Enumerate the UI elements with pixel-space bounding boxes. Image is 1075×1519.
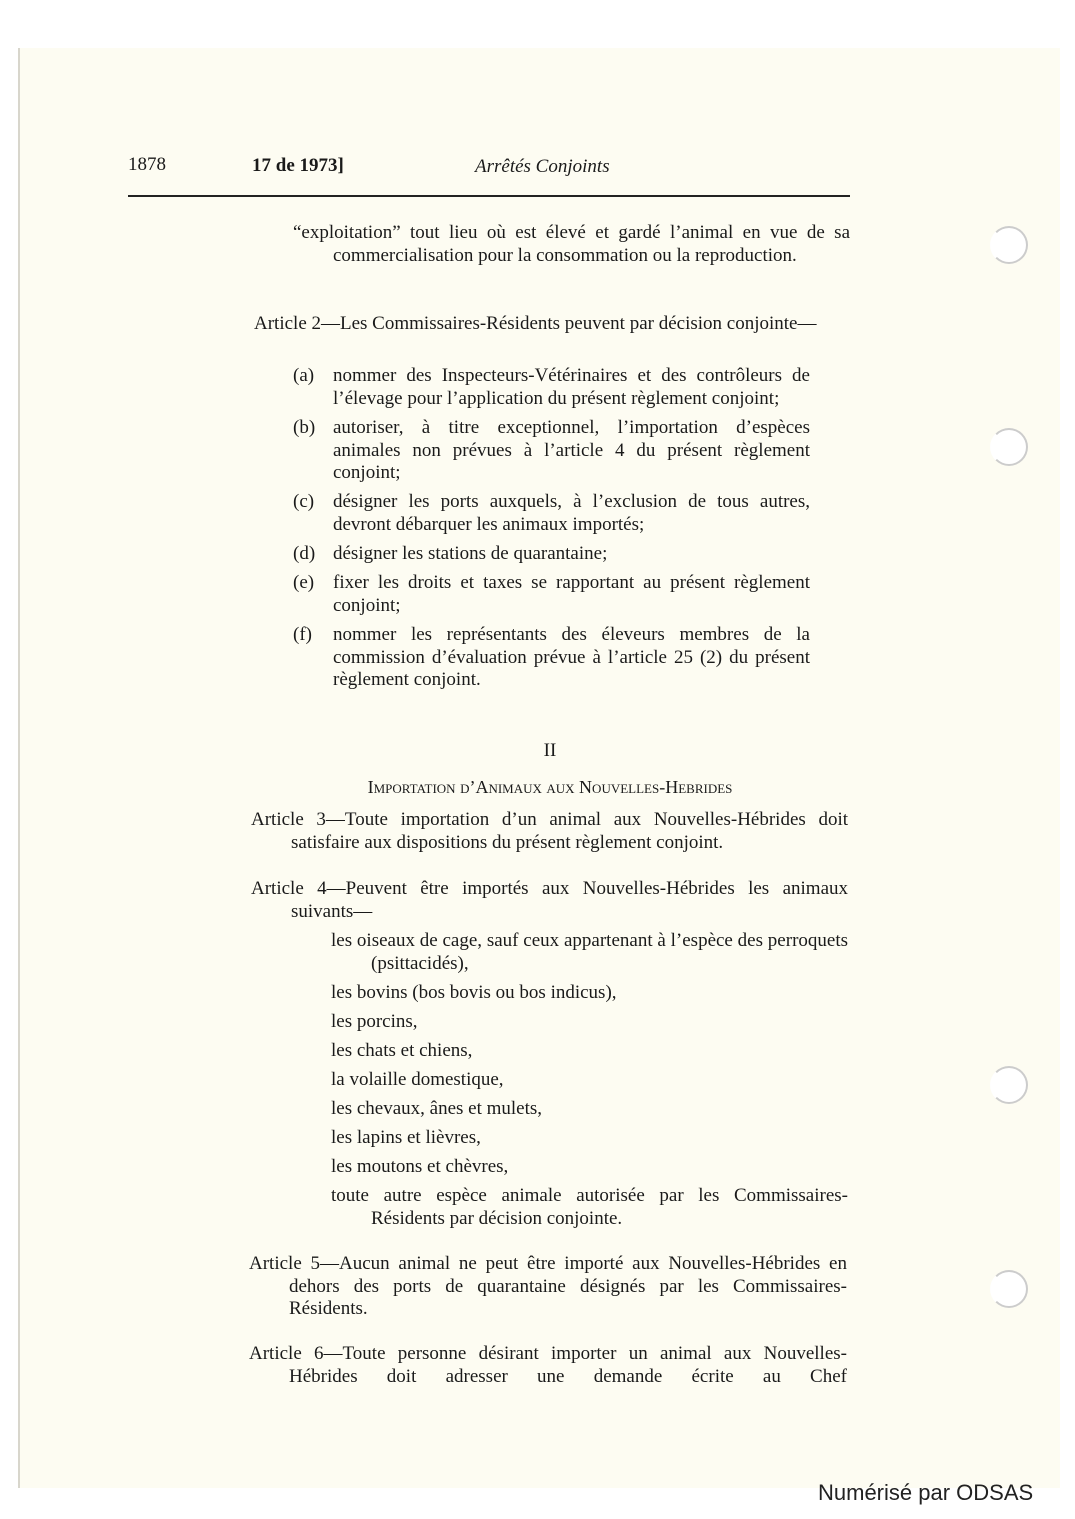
item-label: (a) bbox=[293, 365, 315, 386]
list-item: les chevaux, ânes et mulets, bbox=[331, 1098, 543, 1119]
page-number: 1878 bbox=[128, 154, 166, 175]
list-item: toute autre espèce animale autorisée par les Commissaires-Résidents par décision conjointe. bbox=[331, 1185, 848, 1229]
item-text: autoriser, à titre exceptionnel, l’importation d’espèces animales non prévues à l’article 4 du présent règlement conjoint; bbox=[333, 417, 810, 483]
article-4: Article 4—Peuvent être importés aux Nouvelles-Hébrides les animaux suivants— bbox=[251, 878, 848, 922]
list-item: les porcins, bbox=[331, 1011, 418, 1032]
item-label: (f) bbox=[293, 624, 312, 645]
punch-hole bbox=[990, 428, 1028, 466]
watermark: Numérisé par ODSAS bbox=[818, 1480, 1034, 1505]
item-label: (d) bbox=[293, 543, 316, 564]
punch-hole bbox=[990, 1066, 1028, 1104]
article-2: Article 2—Les Commissaires-Résidents peuvent par décision conjointe— bbox=[254, 313, 817, 334]
punch-hole bbox=[990, 226, 1028, 264]
list-item: les oiseaux de cage, sauf ceux appartenant à l’espèce des perroquets (psittacidés), bbox=[331, 930, 848, 974]
item-text: désigner les ports auxquels, à l’exclusion de tous autres, devront débarquer les animaux importés; bbox=[333, 491, 810, 535]
list-item: les lapins et lièvres, bbox=[331, 1127, 481, 1148]
punch-hole bbox=[990, 1270, 1028, 1308]
article-6: Article 6—Toute personne désirant importer un animal aux Nouvelles-Hébrides doit adresser une demande écrite au Chef bbox=[249, 1343, 847, 1387]
item-label: (b) bbox=[293, 417, 316, 438]
item-label: (c) bbox=[293, 491, 315, 512]
header-rule bbox=[128, 195, 850, 197]
article-5: Article 5—Aucun animal ne peut être importé aux Nouvelles-Hébrides en dehors des ports de quarantaine désignés par les Commissaires-Résidents. bbox=[249, 1253, 847, 1319]
item-text: nommer des Inspecteurs-Vétérinaires et des contrôleurs de l’élevage pour l’application du présent règlement conjoint; bbox=[333, 365, 810, 409]
item-text: désigner les stations de quarantaine; bbox=[333, 543, 608, 564]
item-text: nommer les représentants des éleveurs membres de la commission d’évaluation prévue à l’article 25 (2) du présent règlement conjoint. bbox=[333, 624, 810, 690]
section-title: Importation d’Animaux aux Nouvelles-Hebrides bbox=[367, 777, 733, 797]
list-item: les chats et chiens, bbox=[331, 1040, 473, 1061]
list-item: les moutons et chèvres, bbox=[331, 1156, 509, 1177]
item-text: fixer les droits et taxes se rapportant au présent règlement conjoint; bbox=[333, 572, 810, 616]
reference: 17 de 1973] bbox=[252, 155, 344, 176]
item-label: (e) bbox=[293, 572, 315, 593]
list-item: la volaille domestique, bbox=[331, 1069, 504, 1090]
section-number: II bbox=[543, 740, 557, 761]
running-title: Arrêtés Conjoints bbox=[475, 156, 610, 177]
definition: “exploitation” tout lieu où est élevé et gardé l’animal en vue de sa commercialisation pour la consommation ou la reproduction. bbox=[293, 222, 850, 266]
article-3: Article 3—Toute importation d’un animal aux Nouvelles-Hébrides doit satisfaire aux dispositions du présent règlement conjoint. bbox=[251, 809, 848, 853]
list-item: les bovins (bos bovis ou bos indicus), bbox=[331, 982, 617, 1003]
